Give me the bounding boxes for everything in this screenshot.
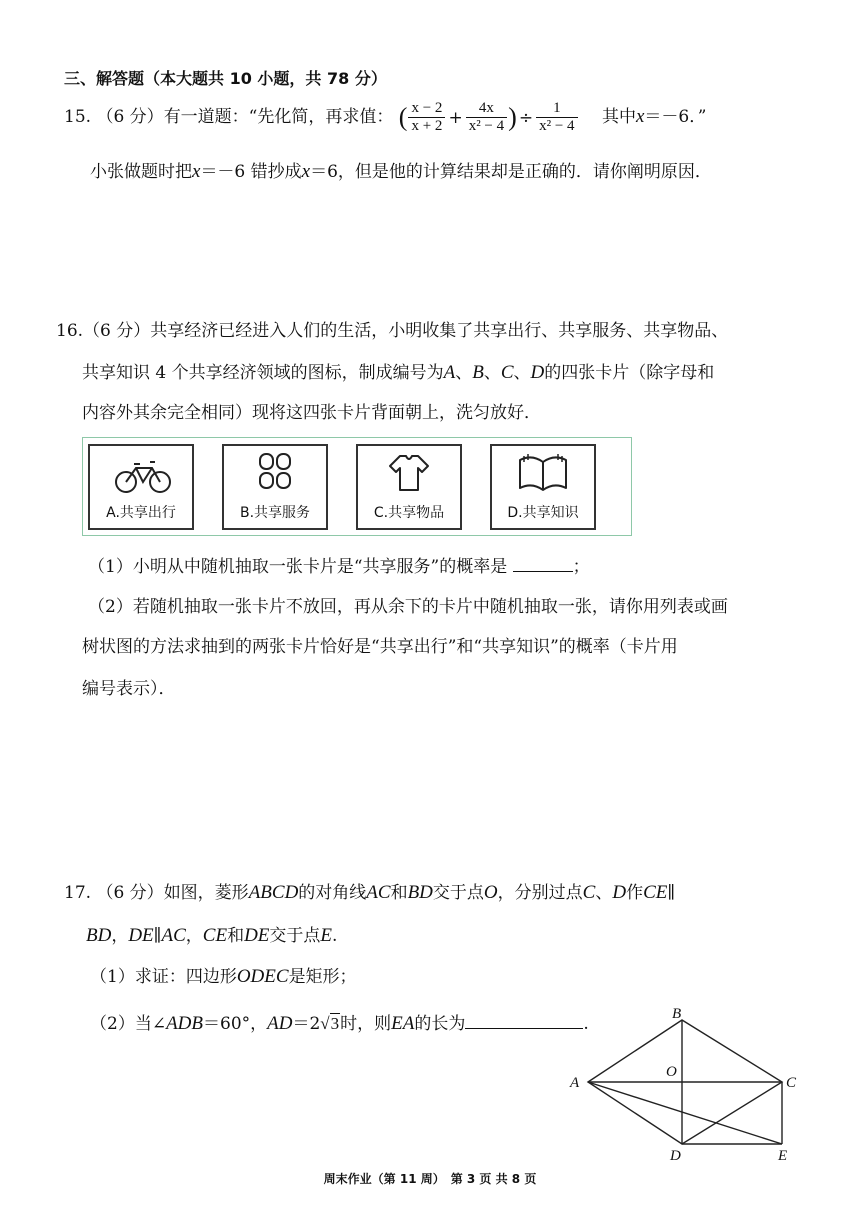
q15-left-paren: ( xyxy=(398,102,408,132)
q15-where: 其中 xyxy=(601,107,636,127)
card-b xyxy=(222,444,328,530)
q16-part1: （1）小明从中随机抽取一张卡片是“共享服务”的概率是 ； xyxy=(88,553,590,578)
four-leaf-icon xyxy=(224,448,326,500)
card-b-label: B.共享服务 xyxy=(239,505,311,521)
card-d xyxy=(490,444,596,530)
label-d: D xyxy=(670,1148,681,1164)
q15-var: x xyxy=(635,106,645,127)
q16-line1: 16.（6 分）共享经济已经进入人们的生活，小明收集了共享出行、共享服务、共享物品、 xyxy=(56,321,729,341)
q15-intro: 有一道题：“先化简，再求值： xyxy=(163,107,394,127)
q15-number: 15. xyxy=(64,107,92,127)
q15-score: （6 分） xyxy=(96,107,164,127)
tshirt-icon xyxy=(358,448,460,500)
card-a xyxy=(88,444,194,530)
q16-part2-line1: （2）若随机抽取一张卡片不放回，再从余下的卡片中随机抽取一张，请你用列表或画 xyxy=(88,597,728,617)
q15-right-paren: ) xyxy=(508,102,517,132)
label-o: O xyxy=(666,1064,677,1080)
answer-blank[interactable] xyxy=(513,553,573,572)
q16-line3: 内容外其余完全相同）现将这四张卡片背面朝上，洗匀放好． xyxy=(82,403,541,423)
cards-panel xyxy=(82,437,632,536)
card-c xyxy=(356,444,462,530)
label-c: C xyxy=(786,1075,797,1091)
q16-part2-line3: 编号表示）． xyxy=(82,679,176,699)
q17-part2: （2）当∠ADB＝60°，AD＝2√3时，则EA的长为 . xyxy=(90,1010,589,1035)
label-e: E xyxy=(778,1148,788,1164)
q15-fraction-3: $\frac{1}{\text{x² − 4}}$ xyxy=(536,100,577,135)
page-footer: 周末作业（第 11 周） 第 3 页 共 8 页 xyxy=(323,1172,537,1186)
bicycle-icon xyxy=(90,448,192,500)
q15-divide: ÷ xyxy=(518,107,534,128)
q15-line2: 小张做题时把x＝－6 错抄成x＝6，但是他的计算结果却是正确的．请你阐明原因． xyxy=(90,161,712,182)
card-d-label: D.共享知识 xyxy=(507,505,579,521)
q15-cond: ＝－6．” xyxy=(644,107,707,127)
card-c-label: C.共享物品 xyxy=(373,505,445,521)
segment-ae xyxy=(588,1082,782,1144)
q15-line1 xyxy=(64,100,706,134)
q15-fraction-2: $\frac{4x}{\text{x² − 4}}$ xyxy=(466,100,507,135)
q15-fraction-1: $\frac{x - 2}{x + 2}$ xyxy=(408,100,445,135)
q15-plus: + xyxy=(448,107,463,128)
card-a-label: A.共享出行 xyxy=(106,505,176,521)
label-b: B xyxy=(672,1006,682,1022)
q16-part2-line2: 树状图的方法求抽到的两张卡片恰好是“共享出行”和“共享知识”的概率（卡片用 xyxy=(82,637,678,657)
q17-line2: BD，DE∥AC，CE和DE交于点E. xyxy=(86,925,338,946)
label-a: A xyxy=(570,1075,580,1091)
q17-part1: （1）求证：四边形ODEC是矩形； xyxy=(90,966,357,987)
rhombus-figure xyxy=(560,1000,820,1170)
book-icon xyxy=(492,448,594,500)
q16-line2: 共享知识 4 个共享经济领域的图标，制成编号为A、B、C、D的四张卡片（除字母和 xyxy=(82,362,715,383)
section-title: 三、解答题（本大题共 10 小题，共 78 分） xyxy=(64,69,387,88)
q17-line1: 17. （6 分）如图，菱形ABCD的对角线AC和BD交于点O，分别过点C、D作CE∥ xyxy=(64,882,676,903)
